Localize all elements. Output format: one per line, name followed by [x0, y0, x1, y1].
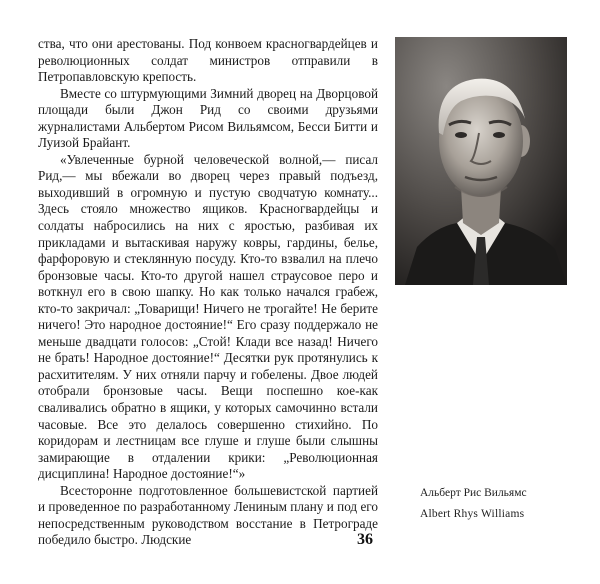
page-number: 36: [357, 531, 373, 548]
portrait-illustration: [395, 37, 567, 285]
paragraph-uprising: Всесторонне подготовленное большевистской партией и проведенное по разработанному Лениным плану и под его непосредственным руководством восстание в Петрограде победило быстро. Людские: [38, 482, 378, 548]
paragraph-continued: ства, что они арестованы. Под конвоем красногвардейцев и революционных солдат министров отправили в Петропавловскую крепость.: [38, 36, 378, 85]
caption-russian: Альберт Рис Вильямс: [420, 487, 527, 499]
caption-english: Albert Rhys Williams: [420, 508, 525, 520]
paragraph-storming: Вместе со штурмующими Зимний дворец на Дворцовой площади были Джон Рид со своими друзьями журналистами Альбертом Рисом Вильямсом, Бесси Битти и Луизой Брайант.: [38, 85, 378, 151]
paragraph-reed-quote: «Увлеченные бурной человеческой волной,— писал Рид,— мы вбежали во дворец через правый подъезд, выходивший в огромную и пустую сводчатую комнату... Здесь стояло множество ящиков. Красногвардейцы и солдаты набросились на них с яростью, разбивая их прикладами и вытаскивая наружу ковры, гардины, белье, фарфоровую и стеклянную посуду. Кто-то взвалил на плечо бронзовые часы. Кто-то другой нашел страусовое перо и воткнул его в свою шапку. Но как только начался грабеж, кто-то закричал: „Товарищи! Ничего не трогайте! Не берите ничего! Это народное достояние!“ Его сразу поддержало не меньше двадцати голосов: „Стой! Клади все назад! Ничего не брать! Народное достояние!“ Десятки рук протянулись к расхитителям. У них отняли парчу и гобелены. Двое людей отобрали бронзовые часы. Вещи поспешно кое-как сваливались обратно в ящики, у которых самочинно встали часовые. Все это делалось совершенно стихийно. По коридорам и лестницам все глуше и глуше были слышны замирающие в отдалении крики: „Революционная дисциплина! Народное достояние!“»: [38, 151, 378, 482]
article-text: [38, 36, 378, 549]
portrait-photo: [395, 37, 567, 285]
